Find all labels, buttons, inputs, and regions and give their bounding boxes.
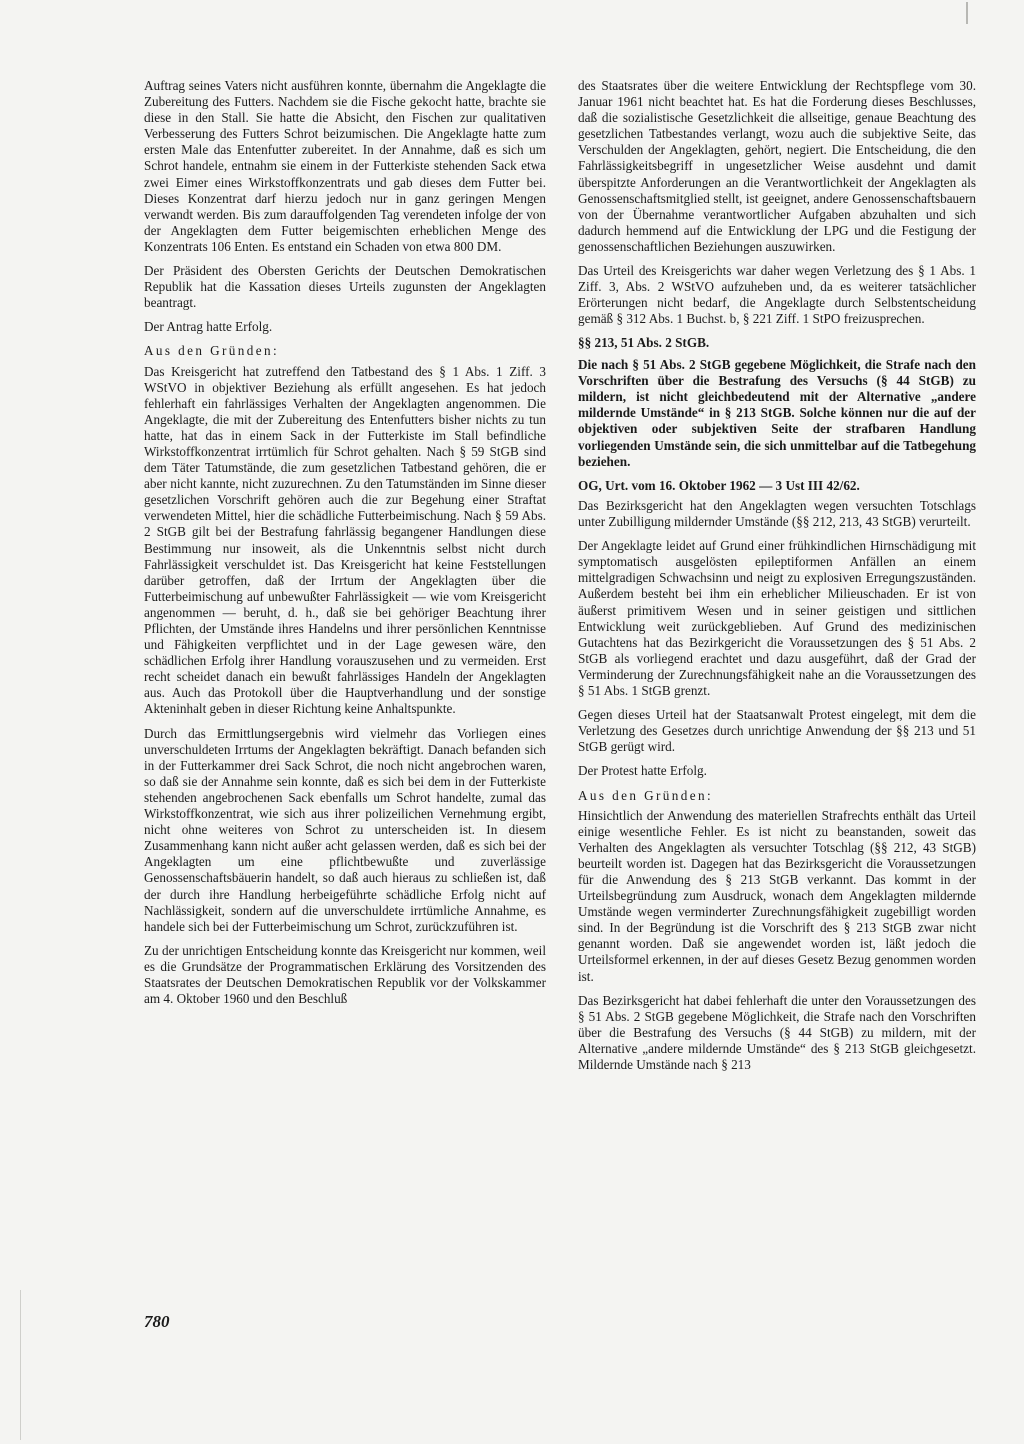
scan-edge-line: [20, 1290, 21, 1440]
right-column: [578, 78, 976, 1081]
page-number: 780: [144, 1312, 170, 1331]
right-paragraph: Der Angeklagte leidet auf Grund einer frühkindlichen Hirnschädigung mit symptomatisch ausgelösten epileptiformen Anfällen an einem mittelgradigen Schwachsinn und neigt zu explosiven Erregungszuständen. Außerdem besteht bei ihm ein erheblicher Milieuschaden. Er ist von äußerst primitivem Wesen und in seiner geistigen und sittlichen Entwicklung weit zurückgeblieben. Auf Grund des medizinischen Gutachtens hat das Bezirkgericht die Voraussetzungen des § 51 Abs. 2 StGB als vorliegend erachtet und dazu ausgeführt, daß der Grad der Verminderung der Zurechnungsfähigkeit nahe an die Voraussetzungen des § 51 Abs. 1 StGB grenzt.: [578, 538, 976, 699]
margin-mark: [966, 2, 968, 24]
right-paragraph: Gegen dieses Urteil hat der Staatsanwalt Protest eingelegt, mit dem die Verletzung des Gesetzes durch unrichtige Anwendung der §§ 213 und 51 StGB gerügt wird.: [578, 707, 976, 755]
left-paragraph: Durch das Ermittlungsergebnis wird vielmehr das Vorliegen eines unverschuldeten Irrtums der Angeklagten bekräftigt. Danach befanden sich in der Futterkammer drei Sack Schrot, die noch nicht angebrochen waren, so daß sie der Annahme sein konnte, daß es sich bei dem in der Futterkiste stehenden angebrochenen Sack ebenfalls um Schrot handelte, zumal das Wirkstoffkonzentrat, wie sich aus ihrer polizeilichen Vernehmung ergibt, nicht ohne weiteres von Schrot zu unterscheiden ist. In diesem Zusammenhang kann nicht außer acht gelassen werden, daß es sich bei der Angeklagten um eine pflichtbewußte und zuverlässige Genossenschaftsbäuerin handelt, so daß auch hieraus zu schließen ist, daß der durch ihre Handlung herbeigeführte schädliche Erfolg nicht auf Nachlässigkeit, sondern auf die unverschuldete irrtümliche Annahme, es handele sich bei der Futterbeimischung um Schrot, zurückzuführen ist.: [144, 725, 546, 934]
right-paragraph: Das Bezirksgericht hat dabei fehlerhaft die unter den Voraussetzungen des § 51 Abs. 2 StGB gegebene Möglichkeit, die Strafe nach den Vorschriften über die Bestrafung des Versuchs (§ 44 StGB) zu mildern, mit der Alternative „andere mildernde Umstände“ des § 213 StGB gleichgesetzt. Mildernde Umstände nach § 213: [578, 992, 976, 1073]
left-paragraph: Zu der unrichtigen Entscheidung konnte das Kreisgericht nur kommen, weil es die Grundsätze der Programmatischen Erklärung des Vorsitzenden des Staatsrates der Deutschen Demokratischen Republik vor der Volkskammer am 4. Oktober 1960 und den Beschluß: [144, 942, 546, 1007]
left-paragraph: Auftrag seines Vaters nicht ausführen konnte, übernahm die Angeklagte die Zubereitung des Futters. Nachdem sie die Fische gekocht hatte, brachte sie diese in den Stall. Sie hatte die Absicht, den Fischen zur qualitativen Verbesserung des Futters Schrot beizumischen. Die Angeklagte hatte zum ersten Male das Entenfutter zubereitet. In der Annahme, daß es sich um Schrot handele, entnahm sie einem in der Futterkiste stehenden Sack etwa zwei Eimer eines Wirkstoffkonzentrats und gab dieses dem Futter bei. Dieses Konzentrat darf hierzu jedoch nur in ganz geringen Mengen verwandt werden. Bis zum darauffolgenden Tag verendeten infolge der von der Angeklagten dem Futter beigemischten erheblichen Menge des Konzentrats 106 Enten. Es entstand ein Schaden von etwa 800 DM.: [144, 78, 546, 254]
right-paragraph: Hinsichtlich der Anwendung des materiellen Strafrechts enthält das Urteil einige wesentliche Fehler. Es ist nicht zu beanstanden, soweit das Verhalten des Angeklagten als versuchter Totschlag (§§ 212, 43 StGB) beurteilt worden ist. Dagegen hat das Bezirksgericht die Voraussetzungen für die Anwendung des § 213 StGB verkannt. Das kommt in der Urteilsbegründung zum Ausdruck, wonach dem Angeklagten mildernde Umstände wegen verminderter Zurechnungsfähigkeit zugebilligt worden sind. In der Begründung ist die Vorschrift des § 213 StGB zwar nicht genannt worden. Daß sie angewendet worden ist, läßt jedoch die Urteilsformel erkennen, in der auf dieses Gesetz Bezug genommen worden ist.: [578, 807, 976, 984]
left-column: [144, 78, 546, 1015]
right-paragraph: des Staatsrates über die weitere Entwicklung der Rechtspflege vom 30. Januar 1961 nicht beachtet hat. Es hat die Forderung dieses Beschlusses, daß die sozialistische Gesetzlichkeit die allseitige, genaue Beachtung des gesetzlichen Tatbestandes verlangt, wozu auch die subjektive Seite, das Verschulden der Angeklagten, gehört, negiert. Die Entscheidung, die den Fahrlässigkeitsbegriff in ungesetzlicher Weise ausdehnt und damit überspitzte Anforderungen an die Verantwortlichkeit der Angeklagten als Genossenschaftsmitglied stellt, ist geeignet, andere Genossenschaftsbauern von der Übernahme verantwortlicher Aufgaben abzuhalten und sich dadurch hemmend auf die Entwicklung der LPG und die Festigung der genossenschaftlichen Beziehungen auszuwirken.: [578, 78, 976, 254]
left-paragraph: Der Antrag hatte Erfolg.: [144, 319, 273, 335]
right-paragraph: Das Bezirksgericht hat den Angeklagten wegen versuchten Totschlags unter Zubilligung mildernder Umstände (§§ 212, 213, 43 StGB) verurteilt.: [578, 498, 976, 530]
right-paragraph: Das Urteil des Kreisgerichts war daher wegen Verletzung des § 1 Abs. 1 Ziff. 3, Abs. 2 WStVO aufzuheben und, da es weiterer tatsächlicher Erörterungen nicht bedarf, die Angeklagte durch Selbstentscheidung gemäß § 312 Abs. 1 Buchst. b, § 221 Ziff. 1 StPO freizusprechen.: [578, 263, 976, 327]
right-headnote: Die nach § 51 Abs. 2 StGB gegebene Möglichkeit, die Strafe nach den Vorschriften über die Bestrafung des Versuchs (§ 44 StGB) zu mildern, ist nicht gleichbedeutend mit der Alternative „andere mildernde Umstände“ in § 213 StGB. Solche können nur die auf der objektiven oder subjektiven Seite der strafbaren Handlung vorliegenden Umstände sein, die sich unmittelbar auf die Tatbegehung beziehen.: [578, 356, 976, 469]
right-statute-reference: §§ 213, 51 Abs. 2 StGB.: [578, 335, 710, 351]
left-section-heading: Aus den Gründen:: [144, 343, 280, 359]
left-paragraph: Der Präsident des Obersten Gerichts der Deutschen Demokratischen Republik hat die Kassation dieses Urteils zugunsten der Angeklagten beantragt.: [144, 263, 546, 311]
right-section-heading: Aus den Gründen:: [578, 787, 714, 803]
right-case-citation: OG, Urt. vom 16. Oktober 1962 — 3 Ust III 42/62.: [578, 477, 860, 493]
left-paragraph: Das Kreisgericht hat zutreffend den Tatbestand des § 1 Abs. 1 Ziff. 3 WStVO in objektiver Beziehung als erfüllt angesehen. Es hat jedoch fehlerhaft ein fahrlässiges Verhalten der Angeklagten angenommen. Die Angeklagte, die mit der Zubereitung des Entenfutters bisher nichts zu tun hatte, hat das in einem Sack in der Futterkiste im Stall befindliche Wirkstoffkonzentrat irrtümlich für Schrot gehalten. Nach § 59 StGB sind dem Täter Tatumstände, die zum gesetzlichen Tatbestand gehören, die er aber nicht kannte, nicht zuzurechnen. Zu den Tatumständen im Sinne dieser gesetzlichen Vorschrift gehören auch die zur Begehung einer Straftat verwendeten Mittel, hier die schädliche Futterbeimischung. Nach § 59 Abs. 2 StGB gilt bei der Bestrafung fahrlässig begangener Handlungen diese Bestimmung nur insoweit, als die Unkenntnis selbst nicht durch Fahrlässigkeit verschuldet ist. Das Kreisgericht hat keine Feststellungen darüber getroffen, daß der Irrtum der Angeklagten über die Futterbeimischung auf unbewußter Fahrlässigkeit — wie vom Kreisgericht angenommen — beruht, d. h., daß sie bei gehöriger Beachtung ihrer Pflichten, der Umstände ihres Handelns und ihrer persönlichen Kenntnisse und Fähigkeiten verpflichtet und in der Lage gewesen wäre, den schädlichen Erfolg ihrer Handlung vorauszusehen und zu vermeiden. Erst recht scheidet danach ein bewußt fahrlässiges Handeln der Angeklagten aus. Auch das Protokoll über die Hauptverhandlung und der sonstige Akteninhalt geben in dieser Richtung keine Anhaltspunkte.: [144, 363, 546, 717]
right-paragraph: Der Protest hatte Erfolg.: [578, 763, 707, 779]
